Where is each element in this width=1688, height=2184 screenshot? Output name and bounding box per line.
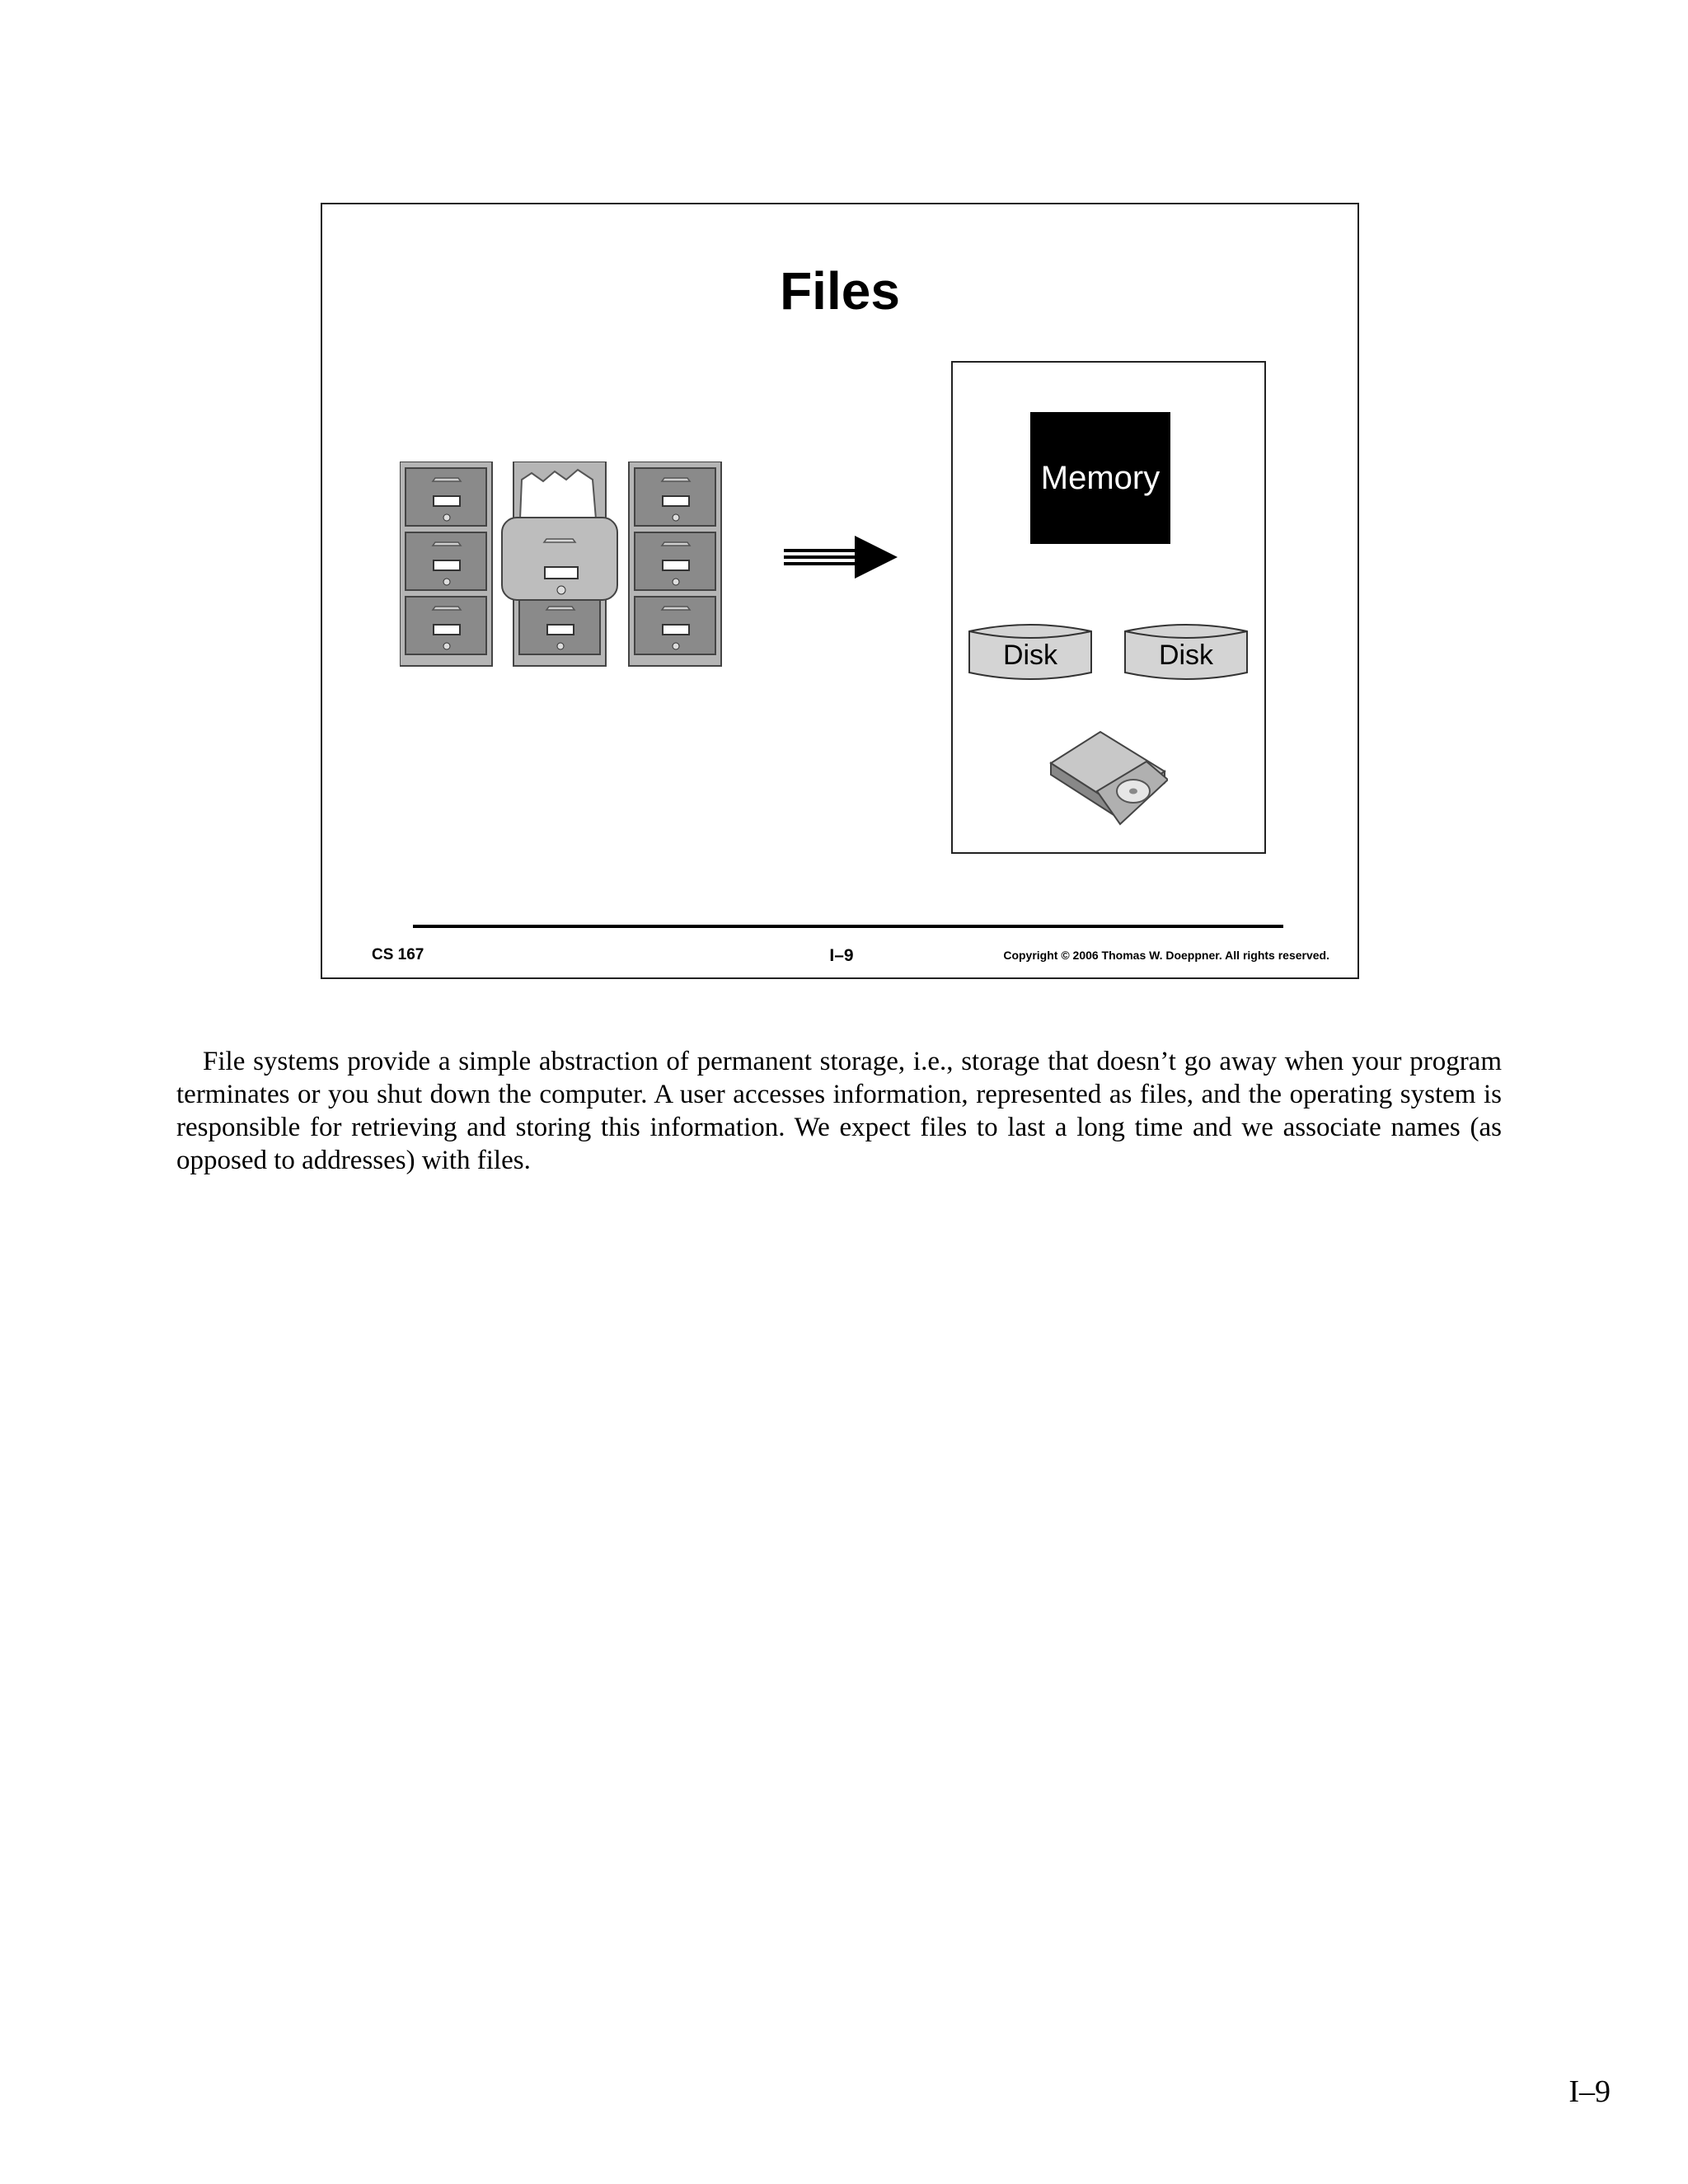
filing-cabinets-illustration <box>400 462 729 668</box>
footer-rule <box>413 925 1283 928</box>
slide <box>321 203 1359 979</box>
arrow-right-icon <box>784 532 899 582</box>
open-filing-cabinet-icon <box>502 462 617 666</box>
disk-label: Disk <box>1002 640 1058 671</box>
filing-cabinet-icon <box>400 462 492 666</box>
disk-label: Disk <box>1158 640 1214 671</box>
slide-title: Files <box>780 261 900 321</box>
cd-drive-icon <box>1048 730 1168 827</box>
page-number: I–9 <box>1568 2074 1611 2109</box>
slide-number: I–9 <box>829 946 854 965</box>
disk-icon <box>1123 623 1249 681</box>
storage-box <box>951 361 1266 854</box>
body-paragraph: File systems provide a simple abstraction of permanent storage, i.e., storage that doesn’t go away when your program terminates or you shut down the computer. A user accesses information, represented as files, and the operating system is responsible for retrieving and storing this information. We expect files to last a long time and we associate names (as opposed to addresses) with files. <box>176 1047 1502 1175</box>
filing-cabinet-icon <box>629 462 721 666</box>
disk-icon <box>968 623 1093 681</box>
copyright-notice: Copyright © 2006 Thomas W. Doeppner. All rights reserved. <box>1003 949 1329 962</box>
course-label: CS 167 <box>372 946 424 963</box>
memory-label: Memory <box>1040 459 1160 496</box>
memory-box <box>1030 412 1170 544</box>
